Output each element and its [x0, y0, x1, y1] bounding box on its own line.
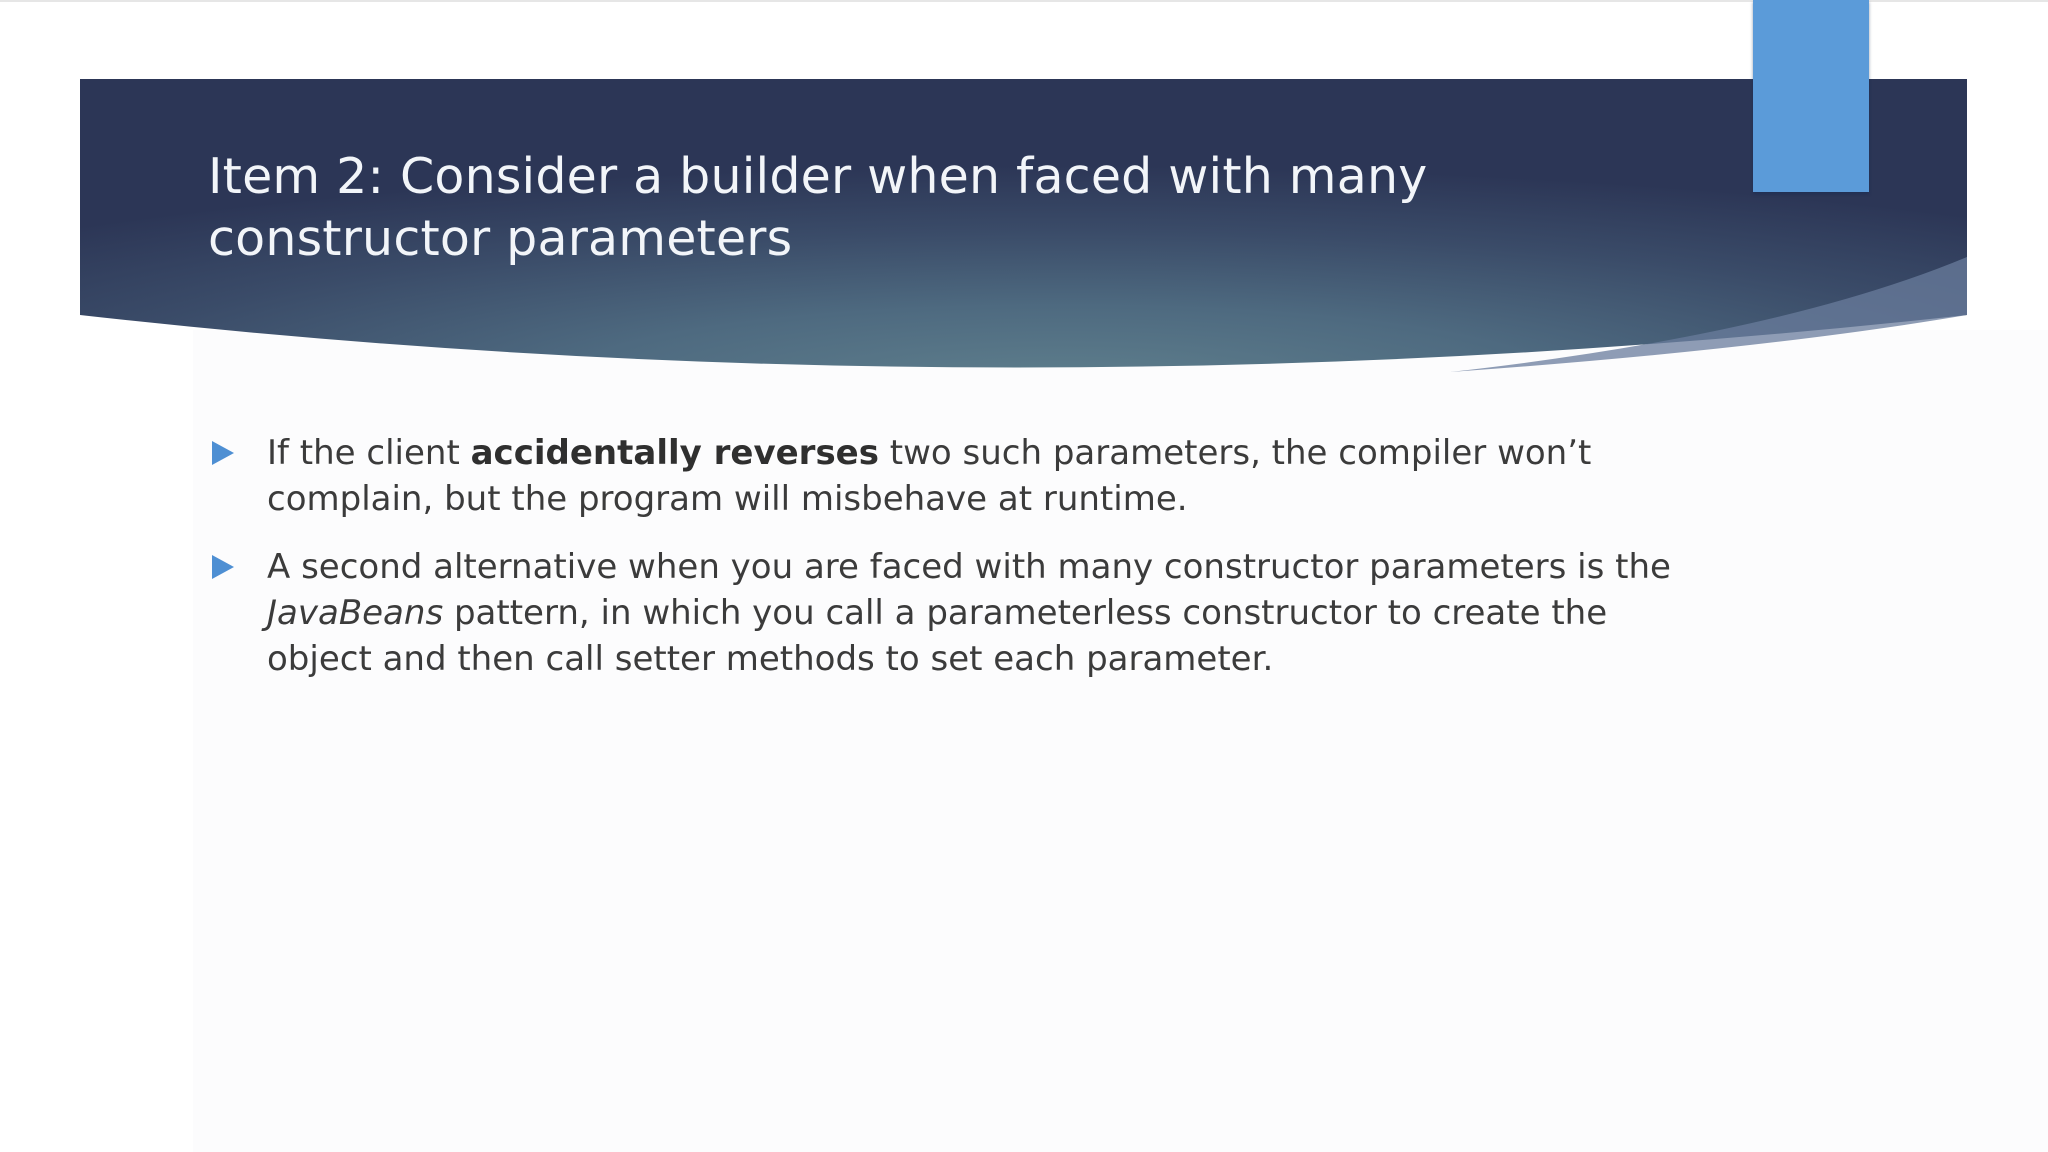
bullet-emphasis: accidentally reverses [470, 433, 879, 473]
bullet-text-segment: If the client [267, 433, 471, 473]
bullet-text [267, 547, 1671, 679]
slide-title: Item 2: Consider a builder when faced with many constructor parameters [208, 148, 1428, 267]
triangle-right-icon [212, 555, 234, 579]
bullet-text-segment: pattern, in which you call a parameterless constructor to create the object and then call setter methods to set each parameter. [267, 593, 1608, 679]
bullet-text [267, 433, 1591, 519]
bullet-item [208, 544, 1688, 682]
bullet-list [208, 430, 1688, 704]
bullet-text-segment: A second alternative when you are faced with many constructor parameters is the [267, 547, 1671, 587]
triangle-right-icon [212, 441, 234, 465]
bullet-item [208, 430, 1688, 522]
accent-tab [1753, 0, 1869, 192]
bullet-emphasis: JavaBeans [267, 593, 444, 633]
bullet-text-segment: two such parameters, the compiler won’t complain, but the program will misbehave at runtime. [267, 433, 1592, 519]
